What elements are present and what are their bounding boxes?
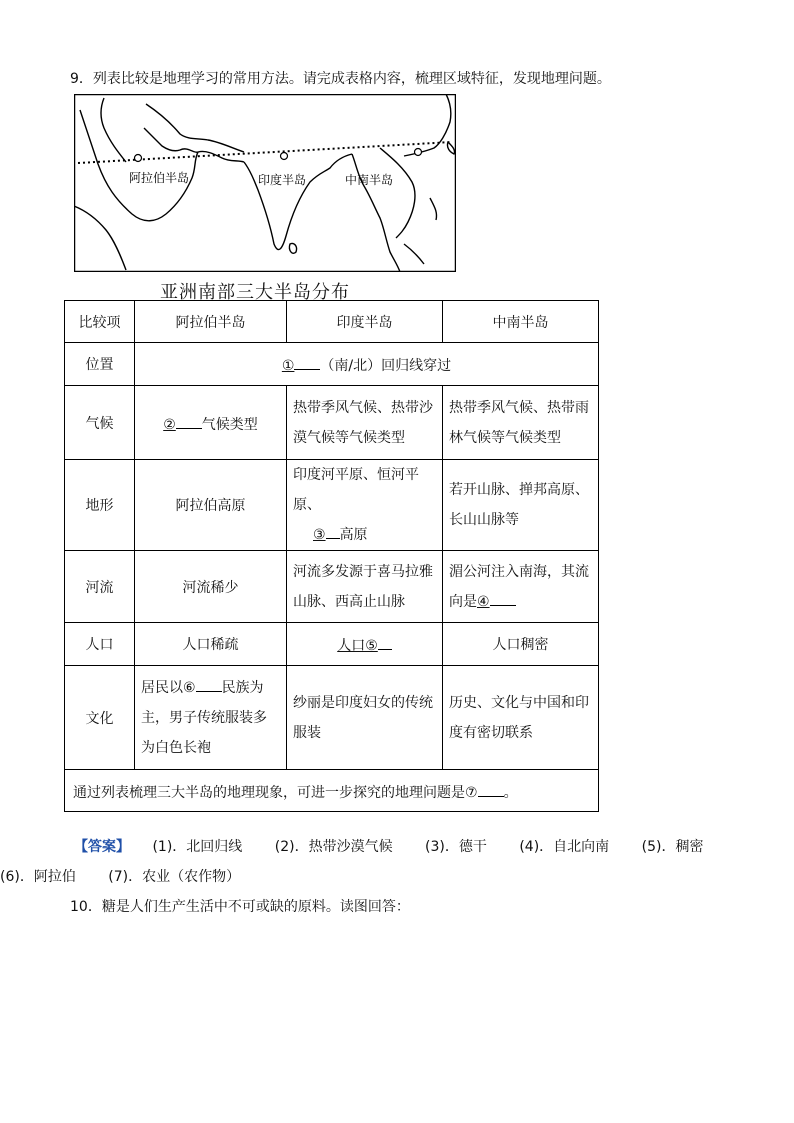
label-population: 人口 [65, 623, 135, 666]
footer-suffix: 。 [503, 784, 518, 801]
table-header-row [65, 301, 599, 343]
culture-arabia-text: 民族为主，男子传统服装多为白色长袍 [141, 679, 267, 756]
culture-arabia [135, 666, 287, 770]
asia-peninsula-map [74, 94, 456, 272]
population-india [287, 623, 443, 666]
answer-item-2: (2)．热带沙漠气候 [274, 839, 393, 855]
comparison-table [64, 300, 599, 812]
map-label-indochina: 中南半岛 [345, 173, 394, 187]
answer-item-1: (1)．北回归线 [152, 839, 243, 855]
terrain-indochina: 若开山脉、掸邦高原、长山山脉等 [443, 460, 599, 551]
map-label-arabia: 阿拉伯半岛 [129, 171, 190, 185]
river-indochina [443, 551, 599, 623]
question-9-title: 9．列表比较是地理学习的常用方法。请完成表格内容，梳理区域特征，发现地理问题。 [70, 71, 611, 87]
blank-2-number: ② [163, 416, 176, 433]
climate-arabia-text: 气候类型 [201, 416, 258, 433]
culture-indochina: 历史、文化与中国和印度有密切联系 [443, 666, 599, 770]
culture-india: 纱丽是印度妇女的传统服装 [287, 666, 443, 770]
table-row-terrain [65, 460, 599, 551]
label-position: 位置 [65, 343, 135, 386]
position-cell [135, 343, 599, 386]
answer-item-6: (6)．阿拉伯 [0, 869, 76, 885]
terrain-india [287, 460, 443, 551]
blank-7 [478, 780, 504, 797]
table-row-population [65, 623, 599, 666]
label-culture: 文化 [65, 666, 135, 770]
climate-india: 热带季风气候、热带沙漠气候等气候类型 [287, 386, 443, 460]
answer-block [0, 832, 774, 892]
climate-arabia [135, 386, 287, 460]
river-india: 河流多发源于喜马拉雅山脉、西高止山脉 [287, 551, 443, 623]
culture-arabia-prefix: 居民以⑥ [141, 679, 196, 696]
table-footer-row [65, 770, 599, 812]
blank-1-number: ① [281, 358, 295, 374]
blank-2 [176, 412, 202, 429]
label-terrain: 地形 [65, 460, 135, 551]
answer-item-3: (3)．德干 [425, 839, 487, 855]
footer-cell [65, 770, 599, 812]
river-indochina-text: 湄公河注入南海，其流向是 [449, 563, 589, 610]
header-india: 印度半岛 [287, 301, 443, 343]
terrain-india-text: 印度河平原、恒河平原、 [293, 467, 419, 513]
terrain-arabia: 阿拉伯高原 [135, 460, 287, 551]
blank-3-number: ③ [313, 527, 326, 543]
india-marker [281, 153, 288, 160]
arabia-marker [135, 155, 142, 162]
blank-6 [196, 675, 222, 692]
blank-4 [490, 589, 516, 606]
header-indochina: 中南半岛 [443, 301, 599, 343]
climate-indochina: 热带季风气候、热带雨林气候等气候类型 [443, 386, 599, 460]
footer-text: 通过列表梳理三大半岛的地理现象，可进一步探究的地理问题是⑦ [73, 784, 478, 801]
position-text: （南/北）回归线穿过 [320, 358, 452, 374]
map-label-india: 印度半岛 [258, 173, 307, 187]
population-arabia: 人口稀疏 [135, 623, 287, 666]
population-indochina: 人口稠密 [443, 623, 599, 666]
table-row-culture [65, 666, 599, 770]
map-caption: 亚洲南部三大半岛分布 [160, 282, 350, 303]
blank-3 [326, 522, 340, 539]
answer-item-5: (5)．稠密 [641, 839, 704, 855]
blank-5 [378, 633, 392, 650]
question-10-title: 10．糖是人们生产生活中不可或缺的原料。读图回答： [70, 899, 410, 915]
header-arabia: 阿拉伯半岛 [135, 301, 287, 343]
answer-item-7: (7)．农业（农作物） [108, 869, 241, 885]
table-row-climate [65, 386, 599, 460]
indochina-marker [415, 149, 422, 156]
answer-item-4: (4)．自北向南 [519, 839, 610, 855]
river-arabia: 河流稀少 [135, 551, 287, 623]
answer-tag: 【答案】 [74, 839, 130, 855]
header-item: 比较项 [65, 301, 135, 343]
label-climate: 气候 [65, 386, 135, 460]
population-india-text: 人口⑤ [337, 638, 378, 654]
table-row-river [65, 551, 599, 623]
terrain-india-suffix: 高原 [339, 527, 368, 543]
label-river: 河流 [65, 551, 135, 623]
table-row-position [65, 343, 599, 386]
blank-1 [294, 353, 320, 370]
blank-4-number: ④ [477, 593, 490, 610]
